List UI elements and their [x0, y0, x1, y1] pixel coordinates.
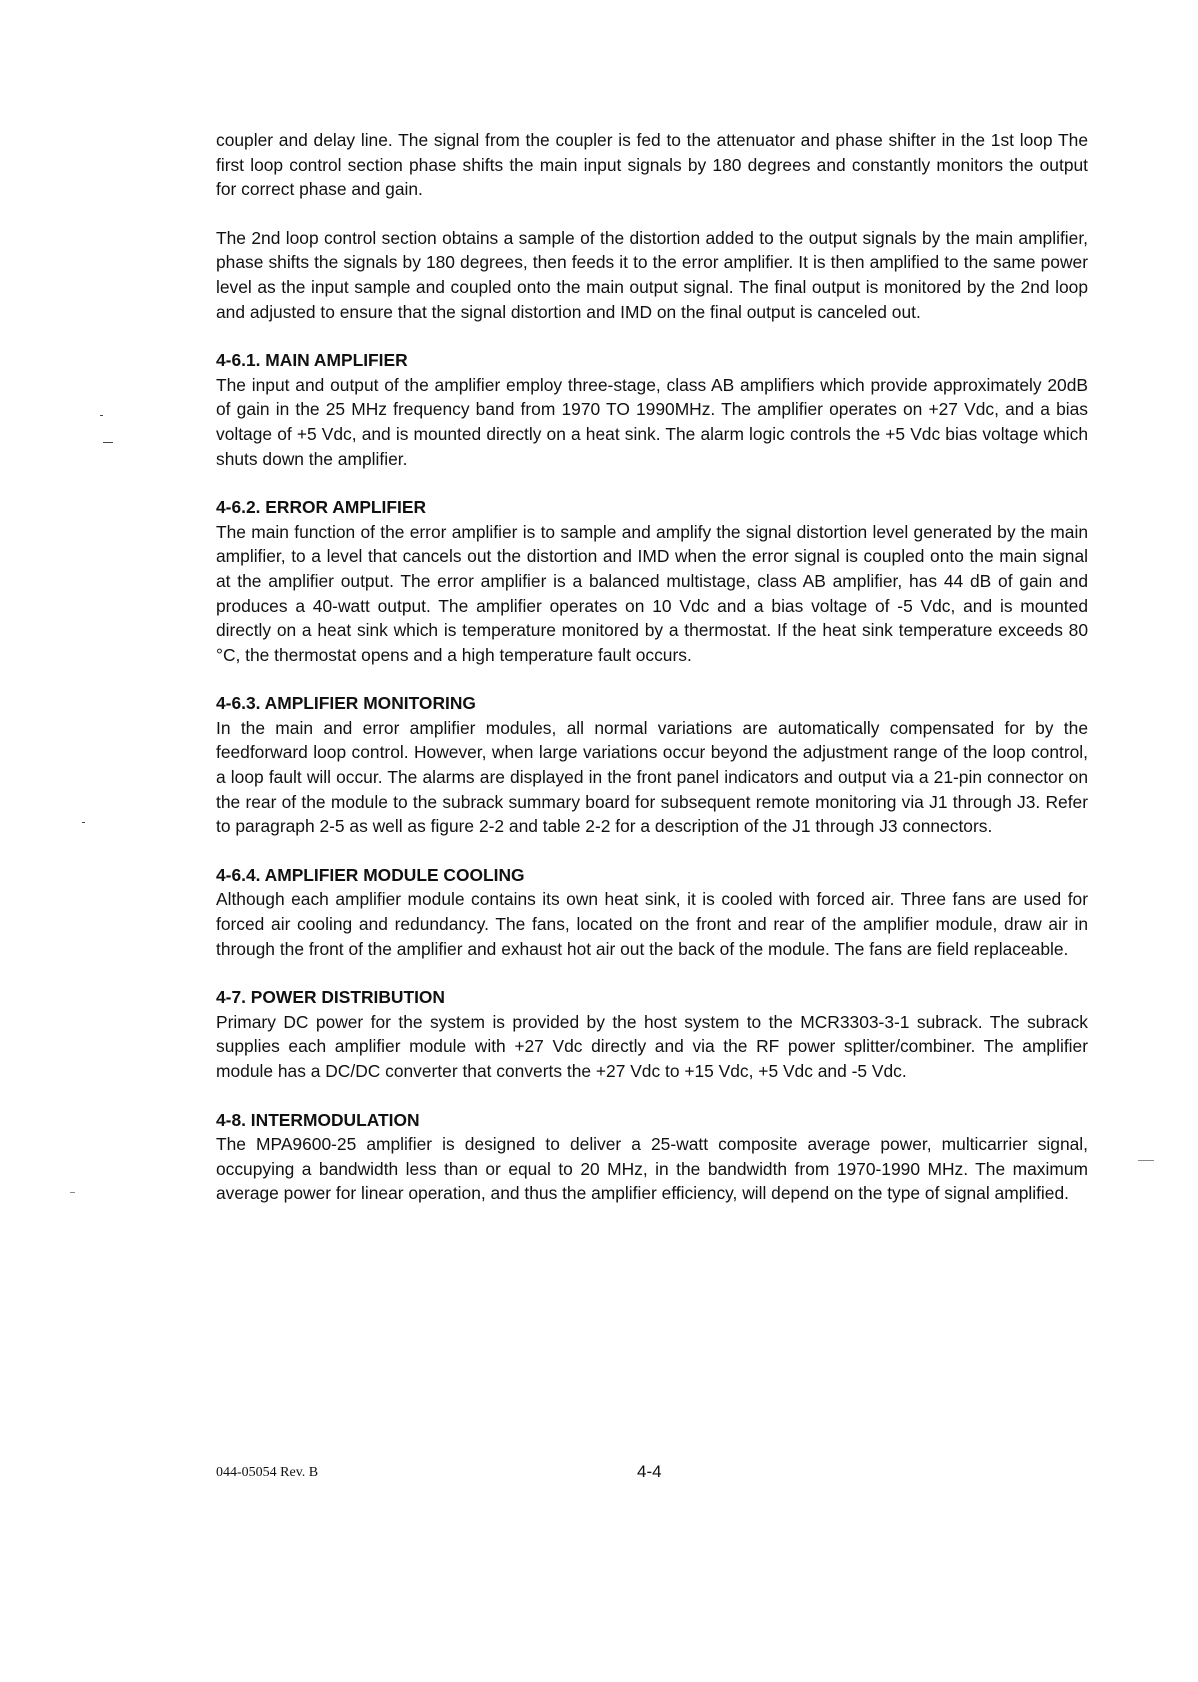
- section-power-distribution: [216, 985, 1088, 1083]
- section-amplifier-monitoring: [216, 691, 1088, 839]
- section-body: The main function of the error amplifier is to sample and amplify the signal distortion level generated by the main amplifier, to a level that cancels out the distortion and IMD when the error signal is coupled onto the main signal at the amplifier output. The error amplifier is a balanced multistage, class AB amplifier, has 44 dB of gain and produces a 40-watt output. The amplifier operates on 10 Vdc and a bias voltage of -5 Vdc, and is mounted directly on a heat sink which is temperature monitored by a thermostat. If the heat sink temperature exceeds 80 °C, the thermostat opens and a high temperature fault occurs.: [216, 521, 1088, 665]
- section-heading: 4-8. INTERMODULATION: [216, 1109, 420, 1130]
- section-heading: 4-6.2. ERROR AMPLIFIER: [216, 497, 427, 518]
- section-body: Although each amplifier module contains its own heat sink, it is cooled with forced air. Three fans are used for forced air cooling and redundancy. The fans, located on the front and rear of the amplifier module, draw air in through the front of the amplifier and exhaust hot air out the back of the module. The fans are field replaceable.: [216, 889, 1088, 959]
- section-heading: 4-6.1. MAIN AMPLIFIER: [216, 350, 408, 371]
- section-body: In the main and error amplifier modules, all normal variations are automatically compensated for by the feedforward loop control. However, when large variations occur beyond the adjustment range of the loop control, a loop fault will occur. The alarms are displayed in the front panel indicators and output via a 21-pin connector on the rear of the module to the subrack summary board for subsequent remote monitoring via J1 through J3. Refer to paragraph 2-5 as well as figure 2-2 and table 2-2 for a description of the J1 through J3 connectors.: [216, 717, 1088, 837]
- intro-paragraph: The 2nd loop control section obtains a sample of the distortion added to the output signals by the main amplifier, phase shifts the signals by 180 degrees, then feeds it to the error amplifier. It is then amplified to the same power level as the input sample and coupled onto the main output signal. The final output is monitored by the 2nd loop and adjusted to ensure that the signal distortion and IMD on the final output is canceled out.: [216, 227, 1088, 322]
- footer-page-number: 4-4: [637, 1462, 662, 1481]
- section-error-amplifier: [216, 495, 1088, 667]
- scan-mark: [1138, 1160, 1154, 1161]
- scan-mark: [103, 442, 113, 443]
- section-heading: 4-7. POWER DISTRIBUTION: [216, 987, 445, 1008]
- section-intermodulation: [216, 1108, 1088, 1206]
- footer-document-number: 044-05054 Rev. B: [216, 1465, 319, 1480]
- section-body: The MPA9600-25 amplifier is designed to deliver a 25-watt composite average power, multicarrier signal, occupying a bandwidth less than or equal to 20 MHz, in the bandwidth from 1970-1990 MHz. The maximum average power for linear operation, and thus the amplifier efficiency, will depend on the type of signal amplified.: [216, 1134, 1088, 1204]
- section-main-amplifier: [216, 348, 1088, 471]
- scan-mark: [70, 1192, 75, 1193]
- intro-paragraph: coupler and delay line. The signal from the coupler is fed to the attenuator and phase shifter in the 1st loop The first loop control section phase shifts the main input signals by 180 degrees and constantly monitors the output for correct phase and gain.: [216, 130, 1088, 200]
- scan-mark: [82, 822, 85, 823]
- document-page: [216, 128, 1088, 1230]
- section-heading: 4-6.3. AMPLIFIER MONITORING: [216, 693, 476, 714]
- section-heading: 4-6.4. AMPLIFIER MODULE COOLING: [216, 864, 525, 885]
- section-amplifier-module-cooling: [216, 863, 1088, 961]
- section-body: The input and output of the amplifier employ three-stage, class AB amplifiers which provide approximately 20dB of gain in the 25 MHz frequency band from 1970 TO 1990MHz. The amplifier operates on +27 Vdc, and a bias voltage of +5 Vdc, and is mounted directly on a heat sink. The alarm logic controls the +5 Vdc bias voltage which shuts down the amplifier.: [216, 374, 1088, 469]
- scan-mark: [100, 415, 103, 416]
- section-body: Primary DC power for the system is provided by the host system to the MCR3303-3-1 subrack. The subrack supplies each amplifier module with +27 Vdc directly and via the RF power splitter/combiner. The amplifier module has a DC/DC converter that converts the +27 Vdc to +15 Vdc, +5 Vdc and -5 Vdc.: [216, 1011, 1088, 1081]
